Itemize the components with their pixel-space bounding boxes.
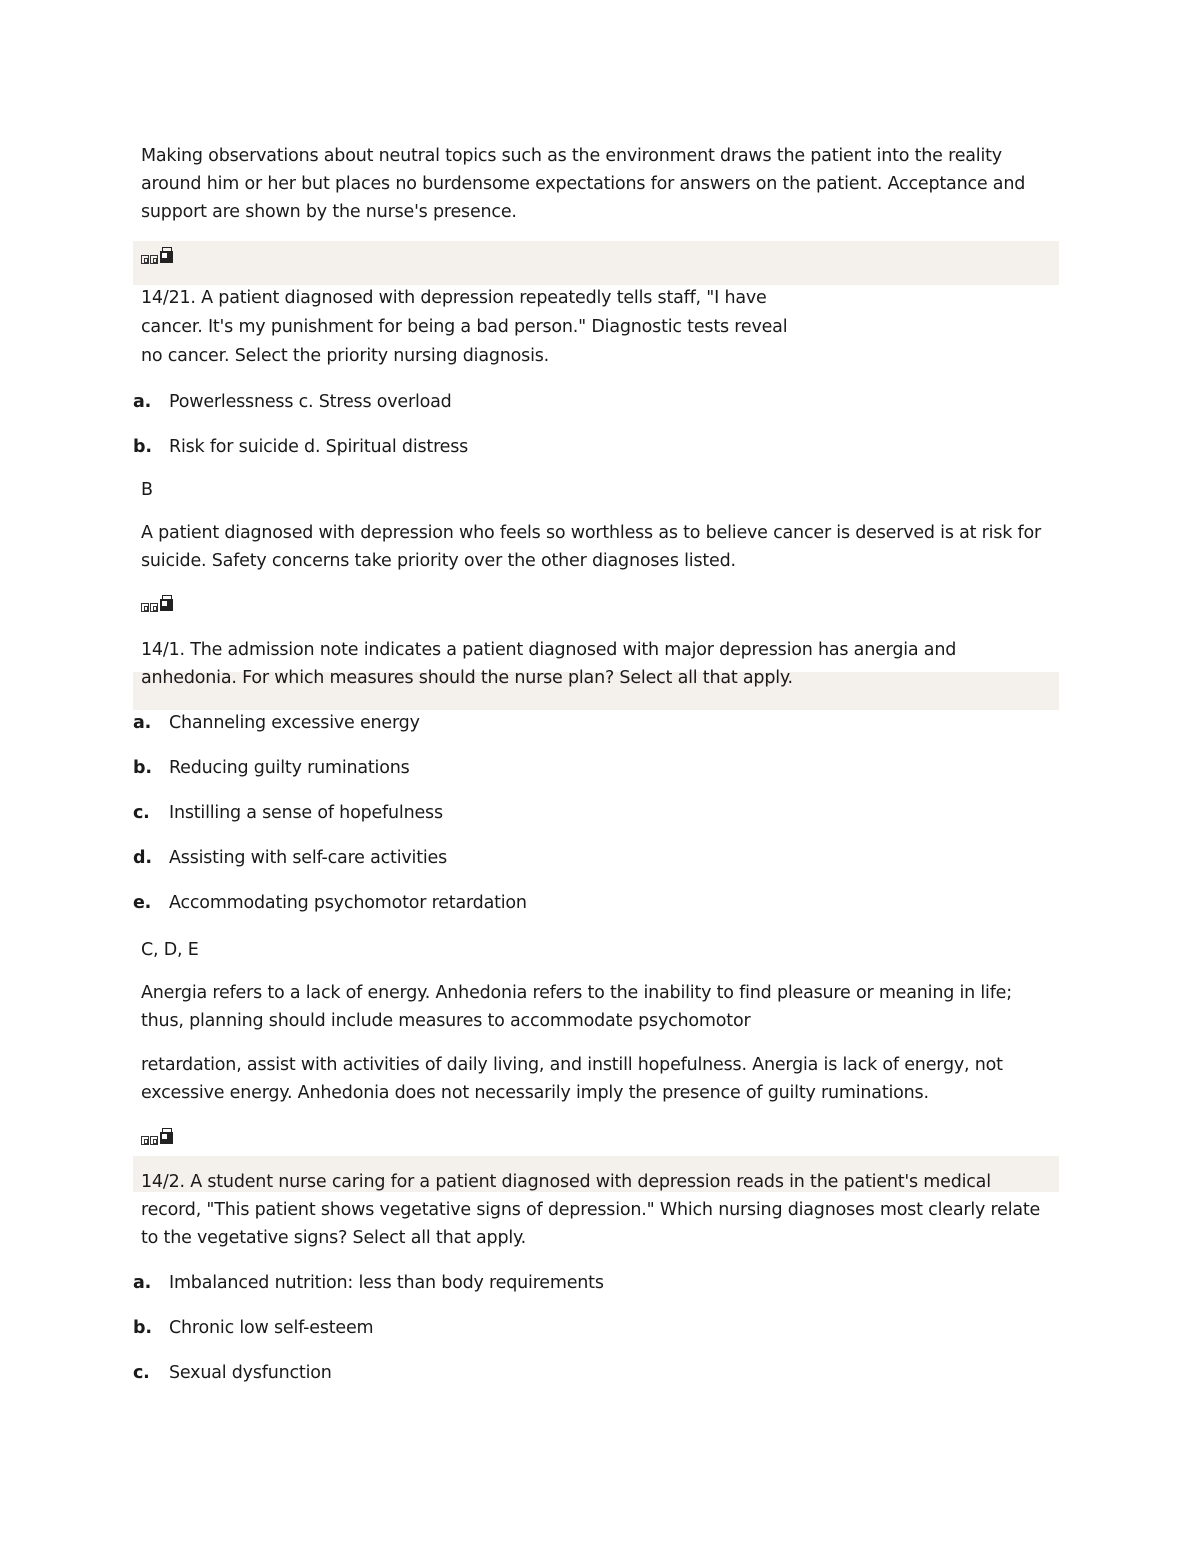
q1-line-2: cancer. It's my punishment for being a bad person." Diagnostic tests reveal	[141, 317, 788, 337]
q3-line-3: to the vegetative signs? Select all that apply.	[141, 1228, 527, 1248]
q1-option-b: b. Risk for suicide d. Spiritual distress	[133, 437, 469, 457]
q2-line-1: 14/1. The admission note indicates a patient diagnosed with major depression has anergia and	[141, 640, 957, 660]
q3-line-2: record, "This patient shows vegetative signs of depression." Which nursing diagnoses most clearly relate	[141, 1200, 1041, 1220]
missing-glyph-icon-3	[141, 1127, 174, 1145]
q3-option-a: a. Imbalanced nutrition: less than body requirements	[133, 1273, 604, 1293]
shaded-band-1	[133, 241, 1059, 285]
q1-answer: B	[141, 480, 153, 500]
q2-answer: C, D, E	[141, 940, 199, 960]
q3-option-b: b. Chronic low self-esteem	[133, 1318, 374, 1338]
q1-line-1: 14/21. A patient diagnosed with depression repeatedly tells staff, "I have	[141, 288, 767, 308]
q2-option-b: b. Reducing guilty ruminations	[133, 758, 410, 778]
missing-glyph-icon-2	[141, 594, 174, 612]
q2-rationale-line-1: Anergia refers to a lack of energy. Anhedonia refers to the inability to find pleasure or meaning in life;	[141, 983, 1012, 1003]
q1-rationale-line-2: suicide. Safety concerns take priority over the other diagnoses listed.	[141, 551, 736, 571]
q2-option-d: d. Assisting with self-care activities	[133, 848, 448, 868]
intro-line-2: around him or her but places no burdensome expectations for answers on the patient. Acceptance and	[141, 174, 1026, 194]
q2-option-c: c. Instilling a sense of hopefulness	[133, 803, 443, 823]
q2-option-e: e. Accommodating psychomotor retardation	[133, 893, 527, 913]
intro-line-3: support are shown by the nurse's presence.	[141, 202, 517, 222]
q1-line-3: no cancer. Select the priority nursing diagnosis.	[141, 346, 550, 366]
q3-line-1: 14/2. A student nurse caring for a patient diagnosed with depression reads in the patient's medical	[141, 1172, 991, 1192]
q2-rationale-line-4: excessive energy. Anhedonia does not necessarily imply the presence of guilty ruminations.	[141, 1083, 929, 1103]
intro-line-1: Making observations about neutral topics such as the environment draws the patient into the reality	[141, 146, 1002, 166]
q2-rationale-line-3: retardation, assist with activities of daily living, and instill hopefulness. Anergia is lack of energy, not	[141, 1055, 1003, 1075]
q2-option-a: a. Channeling excessive energy	[133, 713, 420, 733]
q1-rationale-line-1: A patient diagnosed with depression who feels so worthless as to believe cancer is deserved is at risk for	[141, 523, 1042, 543]
missing-glyph-icon-1	[141, 246, 174, 264]
q2-line-2: anhedonia. For which measures should the nurse plan? Select all that apply.	[141, 668, 793, 688]
q2-rationale-line-2: thus, planning should include measures to accommodate psychomotor	[141, 1011, 751, 1031]
q3-option-c: c. Sexual dysfunction	[133, 1363, 332, 1383]
q1-option-a: a. Powerlessness c. Stress overload	[133, 392, 452, 412]
